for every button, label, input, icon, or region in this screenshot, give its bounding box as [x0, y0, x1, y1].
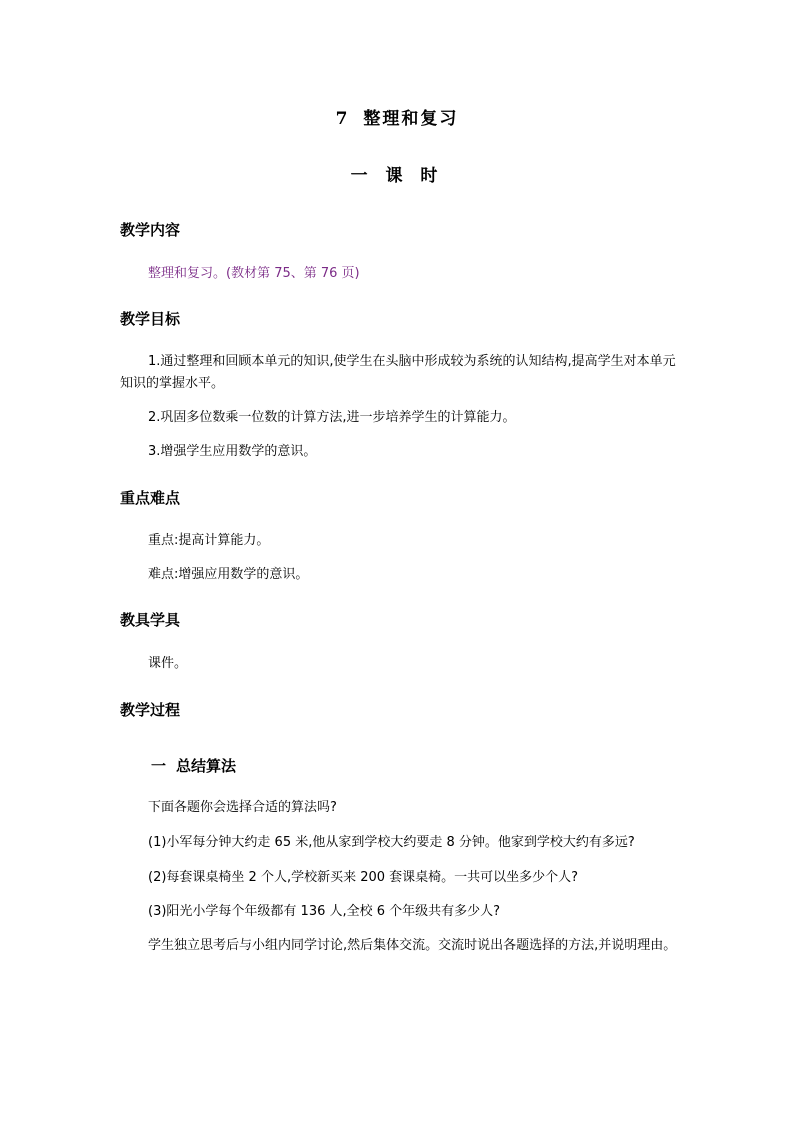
- tools-text: 课件。: [148, 656, 188, 671]
- process-step-marker: 一: [151, 757, 167, 775]
- section-heading-process: 教学过程: [120, 701, 181, 719]
- key-point-item-2: 难点:增强应用数学的意识。: [148, 567, 309, 582]
- chapter-title: [0, 104, 794, 129]
- lesson-title: 一 课 时: [350, 166, 444, 186]
- chapter-title-text: 整理和复习: [363, 109, 459, 129]
- process-paragraph-2: (1)小军每分钟大约走 65 米,他从家到学校大约要走 8 分钟。他家到学校大约有多远?: [148, 835, 635, 850]
- process-paragraph-5: 学生独立思考后与小组内同学讨论,然后集体交流。交流时说出各题选择的方法,并说明理由。: [148, 938, 677, 953]
- process-step-title: 总结算法: [176, 757, 237, 775]
- section-heading-key-points: 重点难点: [120, 489, 181, 507]
- process-paragraph-1: 下面各题你会选择合适的算法吗?: [148, 800, 337, 815]
- key-point-item-1: 重点:提高计算能力。: [148, 533, 270, 548]
- goal-item-1: 1.通过整理和回顾本单元的知识,使学生在头脑中形成较为系统的认知结构,提高学生对本单元知识的掌握水平。: [120, 354, 676, 391]
- process-step-heading: [151, 755, 236, 776]
- content-text: 整理和复习。(教材第 75、第 76 页): [148, 266, 360, 281]
- section-heading-goals: 教学目标: [120, 310, 181, 328]
- goal-item-2: 2.巩固多位数乘一位数的计算方法,进一步培养学生的计算能力。: [148, 410, 516, 425]
- section-heading-tools: 教具学具: [120, 611, 181, 629]
- goal-item-3: 3.增强学生应用数学的意识。: [148, 444, 317, 459]
- chapter-number: 7: [335, 109, 350, 129]
- section-heading-content: 教学内容: [120, 221, 181, 239]
- process-paragraph-3: (2)每套课桌椅坐 2 个人,学校新买来 200 套课桌椅。一共可以坐多少个人?: [148, 870, 579, 885]
- process-paragraph-4: (3)阳光小学每个年级都有 136 人,全校 6 个年级共有多少人?: [148, 904, 501, 919]
